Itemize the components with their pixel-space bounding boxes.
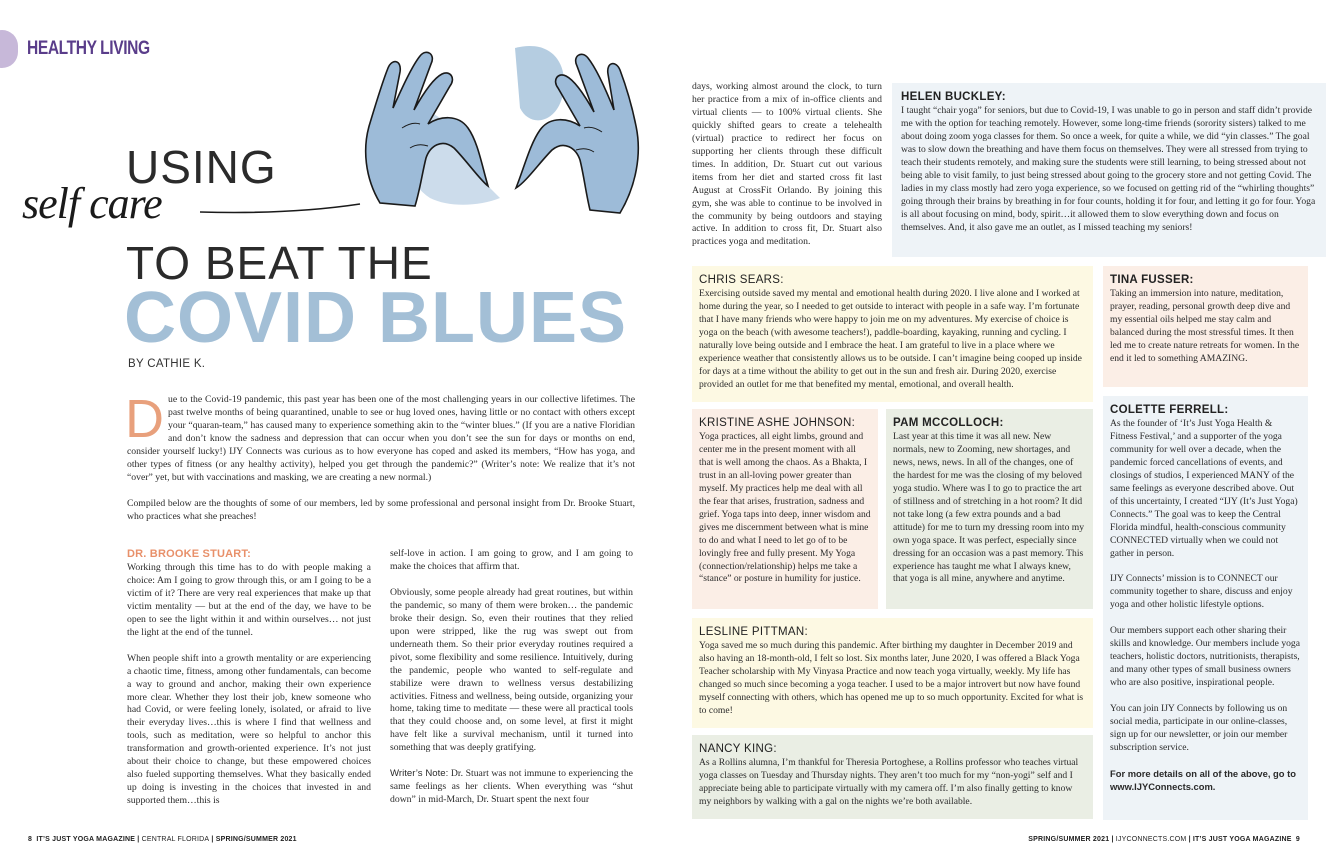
intro-paragraph-1: Due to the Covid-19 pandemic, this past year has been one of the most challenging years in our collective lifetimes. The past twelve months of being quarantined, unable to see or hug loved ones, having little or no contact with others except your “quaran-team,” has caused many to experience something akin to the “winter blues.” (If you are a native Floridian and don’t know the sadness and depression that can occur when you don’t see the sun for days or months on end, consider yourself lucky!) IJY Connects was curious as to how everyone has coped and asked its members, “How has yoga, and other types of fitness (or any healthy activity), helped you get through the pandemic?” (Writer’s note: We realize that it’s not “over” yet, but with vaccinations and masking, we are creating a new normal.) <box>125 389 635 483</box>
footer-region: CENTRAL FLORIDA <box>141 836 210 843</box>
stuart-name: DR. BROOKE STUART: <box>127 548 251 560</box>
testimonial-nancy-king <box>692 735 1093 819</box>
intro-text <box>125 389 635 537</box>
testimonial-pam-mccolloch <box>886 409 1093 609</box>
stuart-col1-p1: Working through this time has to do with people making a choice: Am I going to grow through this, or am I going to be a victim of it? There are very real experiences that make up that victim mentality — but at the end of the day, we have to be open to see the light within it and within ourselves… not just the light at the end of the tunnel. <box>127 561 371 638</box>
testimonial-name: CHRIS SEARS: <box>699 274 784 286</box>
title-line-using: USING <box>126 141 277 193</box>
stuart-col1-p2: When people shift into a growth mentality or are experiencing a chaotic time, fitness, among other fundamentals, can become a way to ground and anchor, making their own experience more clear. Whether they lost their job, knew someone who had Covid, or were feeling lonely, isolated, or afraid to live their everyday lives…this is where I find that wellness and tools, such as meditation, were so helpful to anchor this transformation and growth-oriented experience. It’s not just about their choice to change, but these empowered choices also fueled supporting themselves. What they basically ended up doing is investing in the choices that invested in and supported them…this is <box>127 652 371 807</box>
stuart-col2-p3: Writer’s Note: Dr. Stuart was not immune to experiencing the same feelings as her clients. When everything was “shut down” in mid-March, Dr. Stuart spent the next four <box>390 768 633 806</box>
title-line-covid-blues: COVID BLUES <box>124 278 628 358</box>
stuart-column-1 <box>127 548 371 821</box>
footer-page-number: 9 <box>1295 836 1300 843</box>
testimonial-chris-sears <box>692 266 1093 402</box>
testimonial-text: Last year at this time it was all new. New normals, new to Zooming, new shortages, and news, news, news. In all of the changes, one of the hardest for me was the closing of my beloved yoga studio. Where was I to go to practice the art of stillness and of stretching in a hot room? It did not take long (a few extra pounds and a bad attitude) for me to turn my dressing room into my own yoga space. It was perfect, especially since dressing for an occasion was a past memory. This experience has taught me what I always knew, that yoga is all mine, anywhere and anytime. <box>893 431 1085 585</box>
colette-p4: You can join IJY Connects by following us on social media, participate in our online-classes, sign up for our newsletter, or join our member subscription service. <box>1110 703 1288 753</box>
testimonial-name: HELEN BUCKLEY: <box>901 91 1006 103</box>
testimonial-text: Yoga saved me so much during this pandemic. After birthing my daughter in December 2019 and also having an 18-month-old, I felt so lost. Six months later, June 2020, I was offered a Black Yoga Teacher scholarship with My Vinyasa Practice and now teach yoga virtually, weekly. My life has changed so much since becoming a yoga teacher. I used to be a major introvert but now have found myself connecting with others, which has opened me up to so much opportunity. Excited for what is to come! <box>699 640 1084 716</box>
footer-magazine: IT’S JUST YOGA MAGAZINE <box>36 836 136 843</box>
footer-left: 8 IT’S JUST YOGA MAGAZINE | CENTRAL FLORIDA | SPRING/SUMMER 2021 <box>28 836 297 843</box>
colette-cta[interactable]: For more details on all of the above, go to www.IJYConnects.com. <box>1110 767 1296 792</box>
testimonial-name: PAM MCCOLLOCH: <box>893 417 1004 429</box>
testimonial-name: LESLINE PITTMAN: <box>699 626 808 638</box>
testimonial-name: NANCY KING: <box>699 743 777 755</box>
stuart-col2-p2: Obviously, some people already had great routines, but within the pandemic, so many of them were broken… the pandemic broke their design. So, even their routines that they relied upon were stripped, like the rug was swept out from underneath them. So their prior everyday routines required a pivot, some flexibility and some resilience. Intuitively, during the pandemic, people who wanted to self-regulate and stabilize were drawn to wellness versus destabilizing activities. Fitness and wellness, being outside, organizing your home, taking time to meditate — these were all practical tools that they could choose and, on some level, at first it might have felt like a survival mechanism, until it turned into something that was deeply gratifying. <box>390 586 633 754</box>
colette-p2: IJY Connects’ mission is to CONNECT our community together to share, discuss and enjoy yoga and other holistic lifestyle options. <box>1110 573 1293 611</box>
colette-p1: As the founder of ‘It’s Just Yoga Health & Fitness Festival,’ and a supporter of the yoga community for well over a decade, when the pandemic forced cancellations of events, and closings of studios, I experienced MANY of the same feelings as everyone described above. Out of this uncertainty, I created “IJY (It’s Just Yoga) Connects.” The goal was to keep the Central Florida mindful, health-conscious community CONNECTED virtually when we could not gather in person. <box>1110 418 1298 559</box>
colette-p3: Our members support each other sharing their skills and knowledge. Our members include yoga teachers, holistic doctors, nutritionists, therapists, and many other types of small business owners who are also positive, inspirational people. <box>1110 625 1300 689</box>
testimonial-lesline-pittman <box>692 618 1093 728</box>
testimonial-tina-fusser <box>1103 266 1308 387</box>
testimonial-text: Taking an immersion into nature, meditation, prayer, reading, personal growth deep dive and my essential oils helped me stay calm and balanced during the most stressful times. It then led me to create nature retreats for women. In the end it led to something AMAZING. <box>1110 288 1300 364</box>
stuart-column-3 <box>692 81 882 262</box>
footer-issue: SPRING/SUMMER 2021 <box>215 836 297 843</box>
byline: BY CATHIE K. <box>128 358 206 370</box>
title-line-to-beat-the: TO BEAT THE <box>126 237 433 289</box>
stuart-column-2 <box>390 548 633 820</box>
testimonial-name: COLETTE FERRELL: <box>1110 404 1229 416</box>
testimonial-text: Yoga practices, all eight limbs, ground and center me in the present moment with all that is well among the chaos. As a Bhakta, I trust in an all-loving power greater than myself. My practices help me deal with all the fear that arises, frustration, sadness and grief. Yoga taps into deep, inner wisdom and gives me discernment between what is mine to do and what I need to let go of to be lovingly free and fully present. My Yoga (connection/relationship) helps me take a “stance” or posture in humility for justice. <box>699 431 871 585</box>
stuart-col2-p1: self-love in action. I am going to grow, and I am going to make the choices that affirm that. <box>390 548 633 572</box>
writers-note-label: Writer’s Note: <box>390 768 449 780</box>
testimonial-text: As a Rollins alumna, I’m thankful for Theresia Portoghese, a Rollins professor who teaches virtual yoga classes on Tuesday and Thursday nights. They aren’t too much for my “non-yogi” self and I appreciate being able to participate virtually with my camera off. I’m also finally getting to know my neighbors by walking with a gal on the nights we’re both available. <box>699 757 1079 807</box>
testimonial-text: I taught “chair yoga” for seniors, but due to Covid-19, I was unable to go in person and staff didn’t provide me with the option for teaching remotely. However, some long-time friends (sorority sisters) talked to me about doing zoom yoga classes for them. So once a week, for quite a while, we did “yin classes.” The goal was to slow down the breathing and have them focus on themselves. They were all stressed from trying to teach their students remotely, and making sure the students were still learning, to being stressed about not being able to visit family, to just being stressed about going to the grocery store and not getting Covid. The ladies in my class mostly had zero yoga experience, so we focused on getting rid of the “whirling thoughts” going through their brains by breathing in for four counts, holding it for four, and letting it go for four. Yoga is all about focusing on mind, body, spirit…it allowed them to slow everything down and focus on themselves. And, it also gave me an outlet, as I missed teaching my seniors! <box>901 105 1316 233</box>
footer-page-number: 8 <box>28 836 33 843</box>
footer-issue: SPRING/SUMMER 2021 <box>1028 836 1110 843</box>
footer-magazine: IT’S JUST YOGA MAGAZINE <box>1192 836 1292 843</box>
testimonial-helen-buckley <box>892 83 1326 257</box>
drop-cap: D <box>125 389 164 449</box>
testimonial-colette-ferrell <box>1103 396 1308 820</box>
testimonial-text: Exercising outside saved my mental and emotional health during 2020. I live alone and I worked at home during the year, so I needed to get outside to interact with people in a safe way. I’m fortunate that I have many friends who were happy to join me on my adventures. My exercise of choice is yoga on the beach (with awesome teachers!), paddle-boarding, kayaking, running and cycling. I naturally love being outside and I embrace the heat. I am grateful to live in a place where we experience weather that consistently allows us to be outside. I can’t imagine being cooped up inside for days at a time without the ability to get out in the sun and fresh air. During 2020, exercise provided an outlet for me that benefited my mental, emotional, and overall health. <box>699 288 1082 390</box>
stuart-col3-p1: days, working almost around the clock, to turn her practice from a mix of in-office clients and virtual clients — to 100% virtual clients. She quickly shifted gears to create a telehealth (virtual) practice to redirect her focus on supporting her clients through these difficult times. In addition, Dr. Stuart cut out various items from her diet and started cross fit last August at CrossFit Orlando. By joining this gym, she was able to continue to be involved in the community by being outdoors and staying active. In addition to cross fit, Dr. Stuart also practices yoga and meditation. <box>692 81 882 248</box>
intro-paragraph-2: Compiled below are the thoughts of some of our members, led by some professional and personal insight from Dr. Brooke Stuart, who practices what she preaches! <box>127 497 635 522</box>
title-script-self-care: self care <box>22 179 162 228</box>
footer-site-link[interactable]: IJYCONNECTS.COM <box>1115 836 1187 843</box>
section-label: HEALTHY LIVING <box>27 38 150 59</box>
testimonial-kristine-ashe-johnson <box>692 409 878 609</box>
testimonial-name: TINA FUSSER: <box>1110 274 1194 286</box>
footer-right: SPRING/SUMMER 2021 | IJYCONNECTS.COM | IT’S JUST YOGA MAGAZINE 9 <box>1028 836 1300 843</box>
testimonial-name: KRISTINE ASHE JOHNSON: <box>699 417 856 429</box>
